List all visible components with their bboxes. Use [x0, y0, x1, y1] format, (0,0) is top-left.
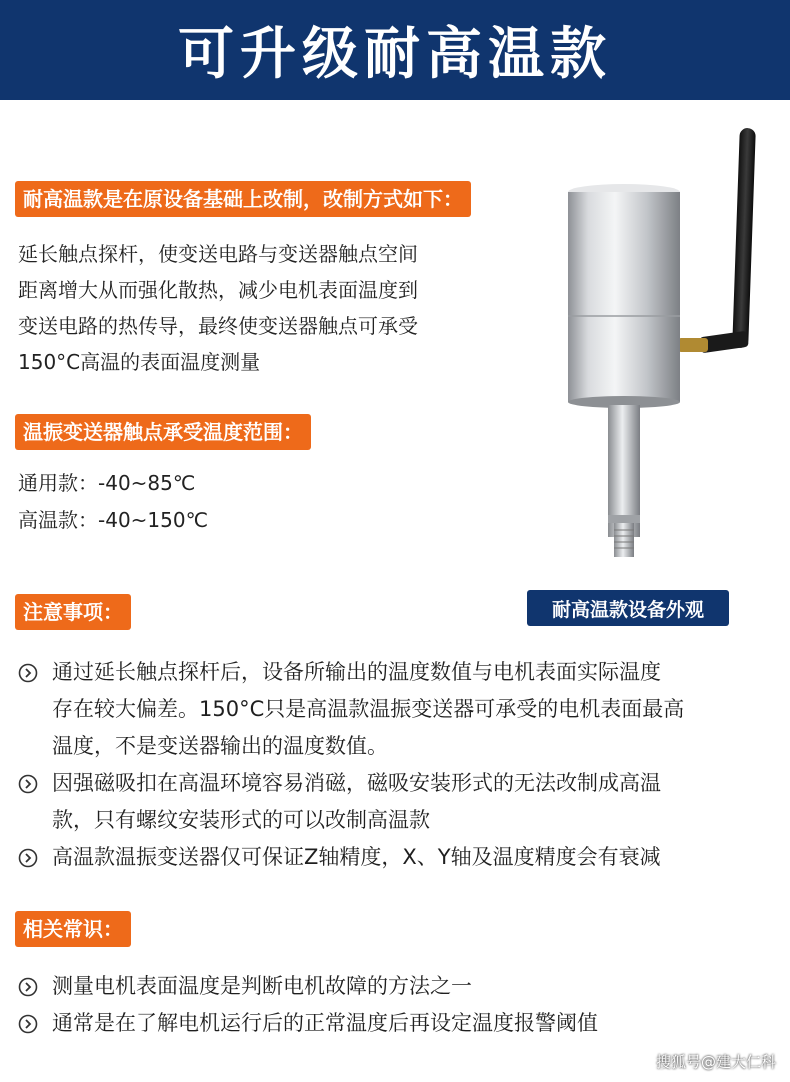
circle-chevron-right-icon — [18, 1005, 52, 1042]
device-photo — [550, 120, 790, 570]
title-banner — [0, 0, 790, 100]
modification-heading: 耐高温款是在原设备基础上改制，改制方式如下： — [15, 181, 471, 217]
notes-heading: 注意事项： — [15, 594, 131, 630]
knowledge-heading: 相关常识： — [15, 911, 131, 947]
list-item — [18, 968, 770, 1005]
note-line: 温度，不是变送器输出的温度数值。 — [52, 734, 388, 758]
description-line: 延长触点探杆，使变送电路与变送器触点空间 — [18, 242, 418, 266]
note-line: 款，只有螺纹安装形式的可以改制高温款 — [52, 808, 430, 832]
description-line: 150°C高温的表面温度测量 — [18, 350, 261, 374]
circle-chevron-right-icon — [18, 654, 52, 691]
circle-chevron-right-icon — [18, 968, 52, 1005]
watermark: 搜狐号@建大仁科 — [655, 1053, 776, 1071]
description-line: 变送电路的热传导，最终使变送器触点可承受 — [18, 314, 418, 338]
notes-list — [18, 654, 770, 876]
knowledge-list — [18, 968, 770, 1042]
circle-chevron-right-icon — [18, 765, 52, 802]
knowledge-line: 通常是在了解电机运行后的正常温度后再设定温度报警阈值 — [52, 1011, 598, 1035]
list-item — [18, 839, 770, 876]
note-line: 因强磁吸扣在高温环境容易消磁，磁吸安装形式的无法改制成高温 — [52, 771, 661, 795]
modification-description — [18, 236, 518, 380]
circle-chevron-right-icon — [18, 839, 52, 876]
range-general: 通用款：-40~85℃ — [18, 471, 196, 495]
note-line: 高温款温振变送器仅可保证Z轴精度，X、Y轴及温度精度会有衰减 — [52, 845, 661, 869]
range-high-temp: 高温款：-40~150℃ — [18, 508, 209, 532]
device-caption: 耐高温款设备外观 — [527, 590, 729, 626]
list-item — [18, 654, 770, 765]
note-line: 存在较大偏差。150°C只是高温款温振变送器可承受的电机表面最高 — [52, 697, 685, 721]
knowledge-line: 测量电机表面温度是判断电机故障的方法之一 — [52, 974, 472, 998]
list-item — [18, 1005, 770, 1042]
page-title: 可升级耐高温款 — [178, 22, 612, 87]
description-line: 距离增大从而强化散热，减少电机表面温度到 — [18, 278, 418, 302]
list-item — [18, 765, 770, 839]
temperature-range-heading: 温振变送器触点承受温度范围： — [15, 414, 311, 450]
note-line: 通过延长触点探杆后，设备所输出的温度数值与电机表面实际温度 — [52, 660, 661, 684]
